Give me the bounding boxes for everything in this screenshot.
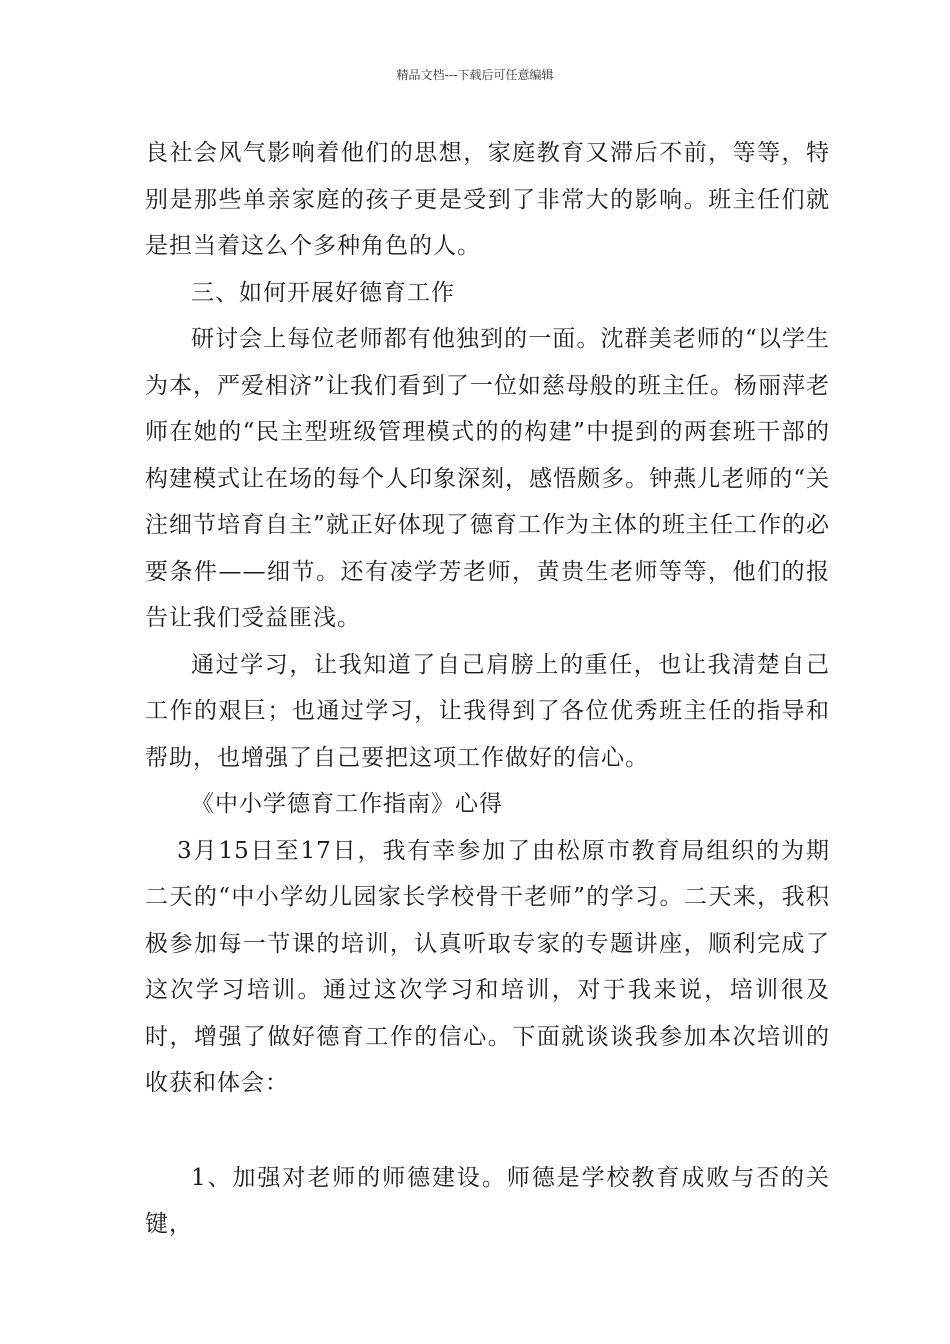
blank-line bbox=[145, 1107, 830, 1155]
page-header: 精品文档---下载后可任意编辑 bbox=[396, 68, 554, 82]
document-body bbox=[145, 130, 830, 1248]
section-heading: 三、如何开展好德育工作 bbox=[191, 279, 455, 306]
paragraph-seminar: 研讨会上每位老师都有他独到的一面。沈群美老师的“以学生为本，严爱相济”让我们看到了一位如慈母般的班主任。杨丽萍老师在她的“民主型班级管理模式的的构建”中提到的两套班干部的构建模式让在场的每个人印象深刻，感悟颇多。钟燕儿老师的“关注细节培育自主”就正好体现了德育工作为主体的班主任工作的必要条件——细节。还有凌学芳老师，黄贵生老师等等，他们的报告让我们受益匪浅。 bbox=[145, 326, 830, 631]
paragraph-continued: 良社会风气影响着他们的思想，家庭教育又滞后不前，等等，特别是那些单亲家庭的孩子更是受到了非常大的影响。班主任们就是担当着这么个多种角色的人。 bbox=[145, 140, 830, 259]
paragraph-training: 3月15日至17日，我有幸参加了由松原市教育局组织的为期二天的“中小学幼儿园家长学校骨干老师”的学习。二天来，我积极参加每一节课的培训，认真听取专家的专题讲座，顺利完成了这次学习培训。通过这次学习和培训，对于我来说，培训很及时，增强了做好德育工作的信心。下面就谈谈我参加本次培训的收获和体会： bbox=[145, 837, 830, 1096]
article-title: 《中小学德育工作指南》心得 bbox=[191, 791, 503, 817]
paragraph-point-one: 1、加强对老师的师德建设。师德是学校教育成败与否的关键， bbox=[145, 1164, 830, 1237]
paragraph-learning: 通过学习，让我知道了自己肩膀上的重任，也让我清楚自己工作的艰巨；也通过学习，让我得到了各位优秀班主任的指导和帮助，也增强了自己要把这项工作做好的信心。 bbox=[145, 651, 830, 771]
